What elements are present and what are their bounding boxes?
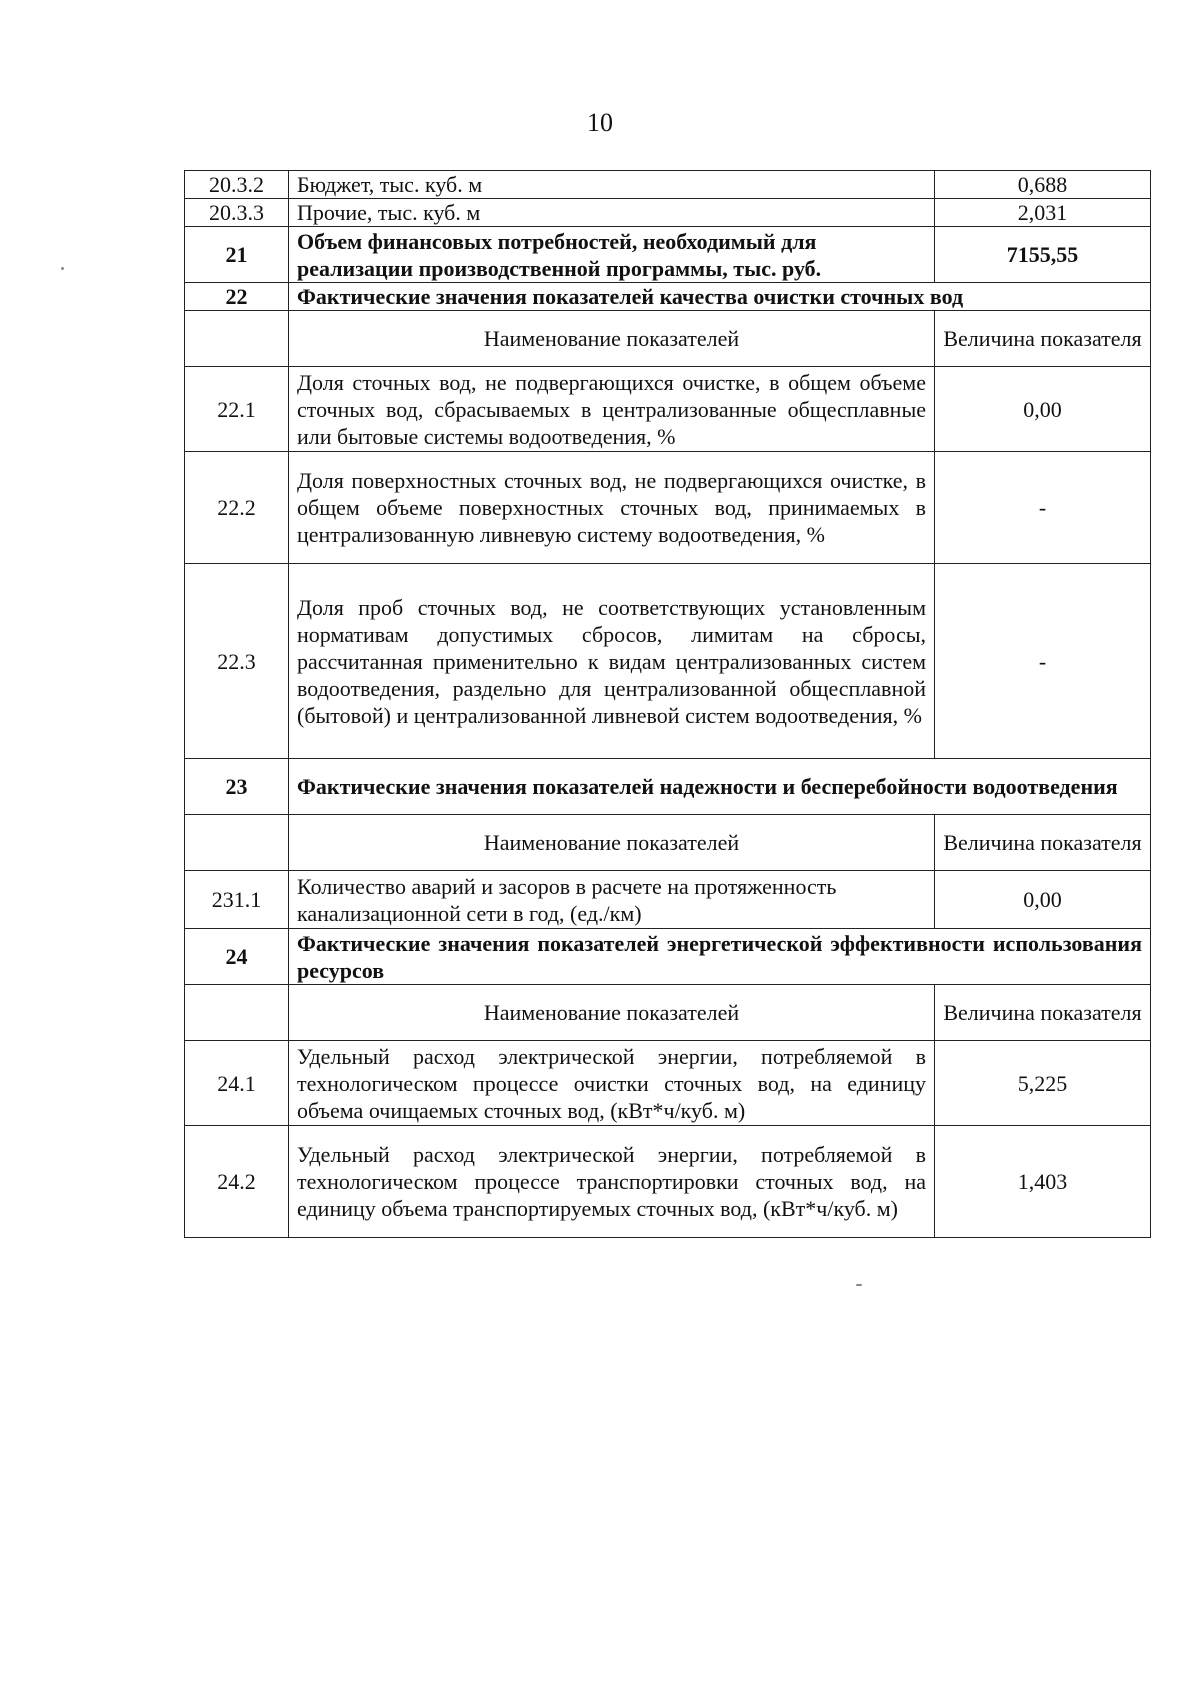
row-value: 2,031 [935,199,1151,227]
row-value: 7155,55 [935,227,1151,283]
table-row [185,564,1151,759]
row-value: 0,00 [935,871,1151,929]
row-text: Прочие, тыс. куб. м [289,199,935,227]
row-value: 0,688 [935,171,1151,199]
section-number: 24 [185,929,289,985]
row-number: 22.2 [185,452,289,564]
section-title: Фактические значения показателей надежности и бесперебойности водоотведения [289,759,1151,815]
column-header-row [185,985,1151,1041]
value-column-header: Величина показателя [935,985,1151,1041]
row-value: - [935,564,1151,759]
value-column-header: Величина показателя [935,815,1151,871]
row-value: 1,403 [935,1126,1151,1238]
table-row [185,1126,1151,1238]
section-number: 22 [185,283,289,311]
empty-cell [185,311,289,367]
section-header-row [185,929,1151,985]
row-value: - [935,452,1151,564]
table-row [185,871,1151,929]
row-number: 21 [185,227,289,283]
row-number: 231.1 [185,871,289,929]
column-header-row [185,815,1151,871]
row-text: Доля проб сточных вод, не соответствующих установленным нормативам допустимых сбросов, лимитам на сбросы, рассчитанная применительно к видам централизованных систем водоотведения, раздельно для централизованной общесплавной (бытовой) и централизованной ливневой систем водоотведения, % [289,564,935,759]
row-number: 22.1 [185,367,289,452]
row-number: 20.3.2 [185,171,289,199]
page-number: 10 [587,108,613,137]
section-number: 23 [185,759,289,815]
value-column-header: Величина показателя [935,311,1151,367]
table-row [185,199,1151,227]
column-header-row [185,311,1151,367]
row-number: 24.1 [185,1041,289,1126]
row-text: Бюджет, тыс. куб. м [289,171,935,199]
row-text: Количество аварий и засоров в расчете на протяженность канализационной сети в год, (ед./км) [289,871,935,929]
name-column-header: Наименование показателей [289,985,935,1041]
section-header-row [185,283,1151,311]
table-row [185,452,1151,564]
row-text: Объем финансовых потребностей, необходимый для реализации производственной программы, тыс. руб. [289,227,935,283]
name-column-header: Наименование показателей [289,311,935,367]
empty-cell [185,815,289,871]
scan-speck [61,267,64,270]
table-row [185,171,1151,199]
row-text: Удельный расход электрической энергии, потребляемой в технологическом процессе транспортировки сточных вод, на единицу объема транспортируемых сточных вод, (кВт*ч/куб. м) [289,1126,935,1238]
row-number: 22.3 [185,564,289,759]
row-value: 5,225 [935,1041,1151,1126]
table-row [185,367,1151,452]
indicators-table [184,170,1151,1238]
table-row [185,227,1151,283]
table-row [185,1041,1151,1126]
row-value: 0,00 [935,367,1151,452]
row-text: Доля поверхностных сточных вод, не подвергающихся очистке, в общем объеме поверхностных сточных вод, принимаемых в централизованную ливневую систему водоотведения, % [289,452,935,564]
row-number: 24.2 [185,1126,289,1238]
row-text: Доля сточных вод, не подвергающихся очистке, в общем объеме сточных вод, сбрасываемых в централизованные общесплавные или бытовые системы водоотведения, % [289,367,935,452]
section-header-row [185,759,1151,815]
section-title: Фактические значения показателей энергетической эффективности использования ресурсов [289,929,1151,985]
section-title: Фактические значения показателей качества очистки сточных вод [289,283,1151,311]
empty-cell [185,985,289,1041]
name-column-header: Наименование показателей [289,815,935,871]
row-number: 20.3.3 [185,199,289,227]
scan-speck [856,1284,862,1286]
row-text: Удельный расход электрической энергии, потребляемой в технологическом процессе очистки сточных вод, на единицу объема очищаемых сточных вод, (кВт*ч/куб. м) [289,1041,935,1126]
